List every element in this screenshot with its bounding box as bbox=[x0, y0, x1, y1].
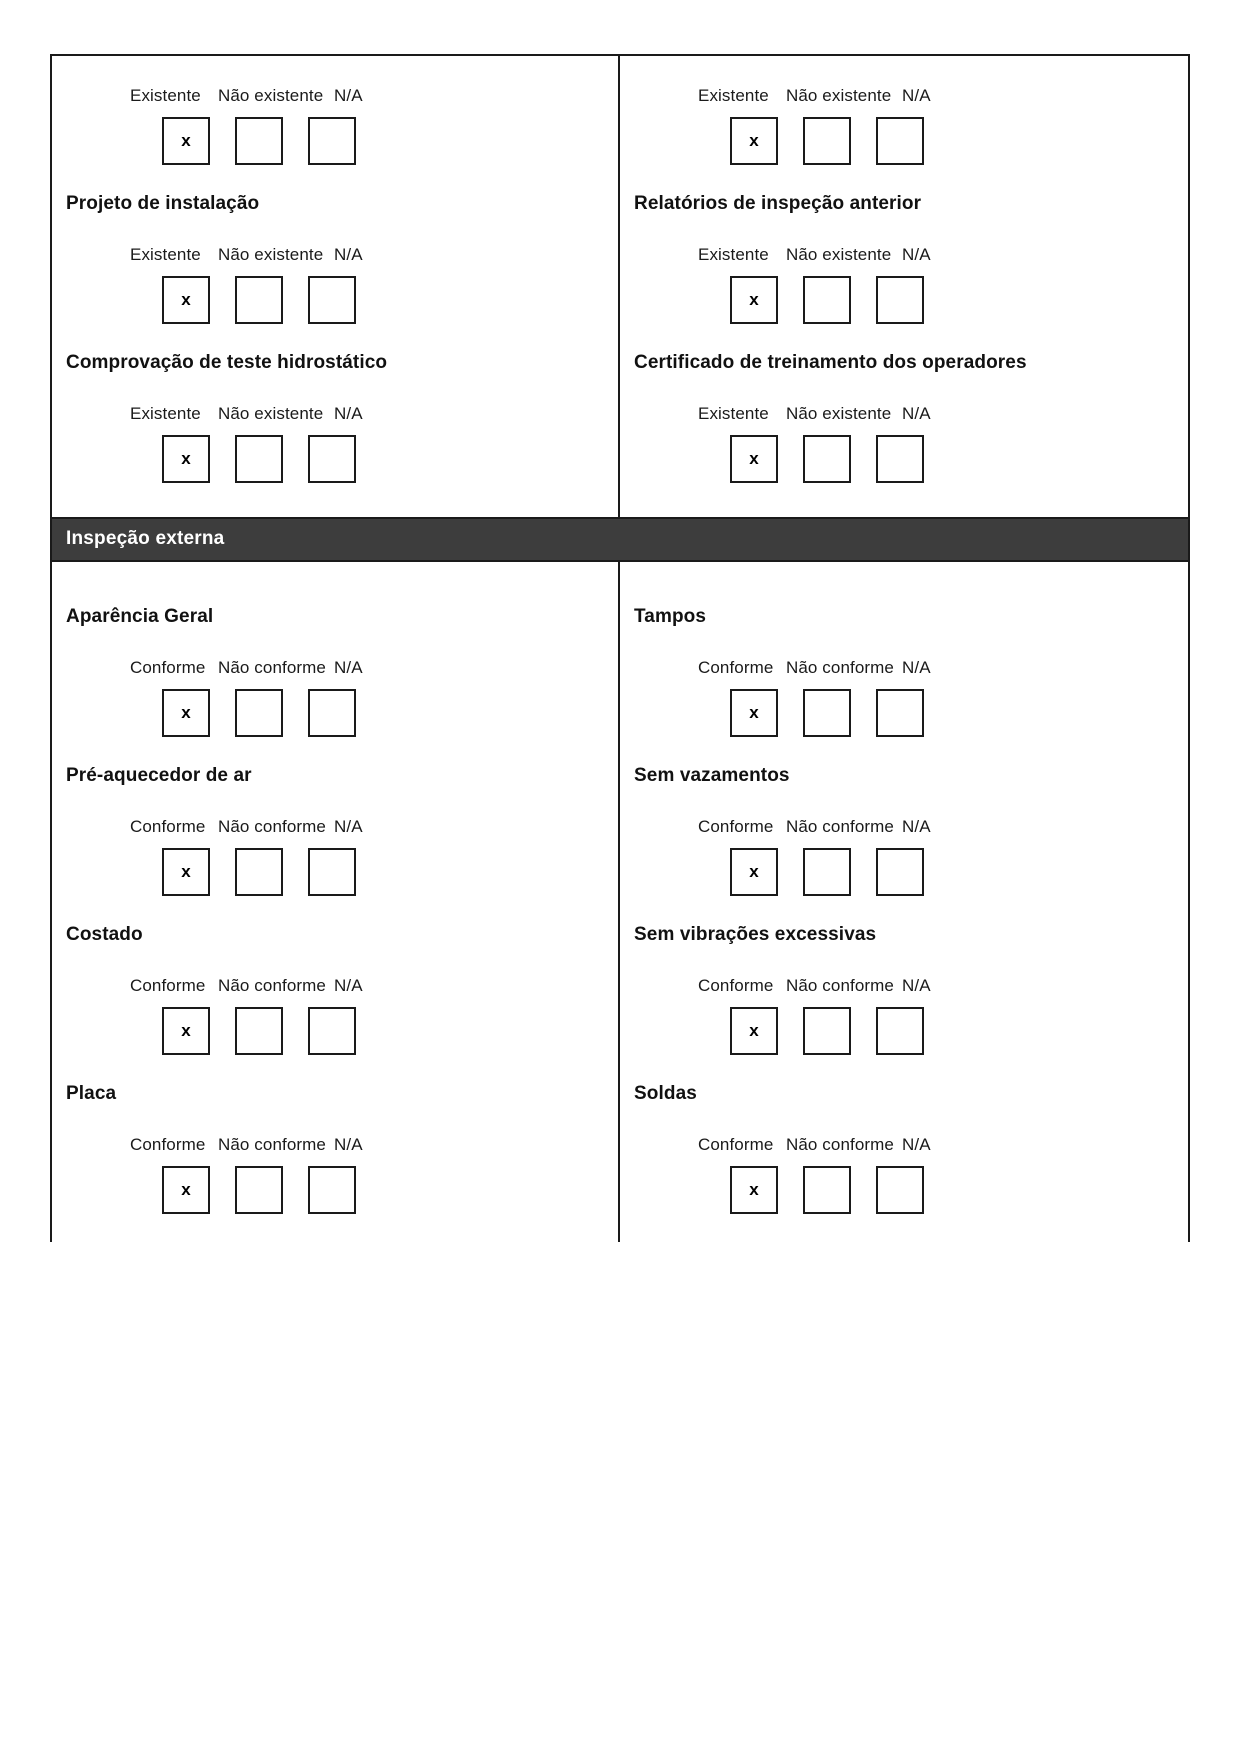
option-label-conforme: Conforme bbox=[698, 1135, 774, 1154]
option-label-conforme: Conforme bbox=[130, 976, 206, 995]
checkbox-na[interactable] bbox=[308, 276, 356, 324]
checkbox-row bbox=[162, 848, 618, 896]
spacer bbox=[620, 483, 1188, 517]
spacer bbox=[620, 1214, 1188, 1242]
option-label-existente: Existente bbox=[130, 245, 201, 264]
spacer bbox=[52, 483, 618, 517]
option-label-na: N/A bbox=[902, 976, 931, 995]
item-title-projeto-instalacao: Projeto de instalação bbox=[66, 193, 260, 214]
checkbox-row bbox=[730, 117, 1188, 165]
check-group-soldas bbox=[620, 1105, 1188, 1214]
checkbox-na[interactable] bbox=[308, 689, 356, 737]
option-label-conforme: Conforme bbox=[130, 1135, 206, 1154]
option-label-nao-existente: Não existente bbox=[786, 245, 892, 264]
option-label-na: N/A bbox=[902, 658, 931, 677]
check-group-sem-vibracoes-excessivas bbox=[620, 946, 1188, 1055]
option-labels bbox=[698, 658, 1188, 678]
check-group-placa bbox=[52, 1105, 618, 1214]
option-label-na: N/A bbox=[334, 1135, 363, 1154]
checkbox-row bbox=[162, 1007, 618, 1055]
checkbox-nao-conforme[interactable] bbox=[235, 689, 283, 737]
option-label-conforme: Conforme bbox=[698, 658, 774, 677]
check-group-trailing-right bbox=[620, 374, 1188, 483]
option-label-nao-conforme: Não conforme bbox=[786, 1135, 894, 1154]
checkbox-na[interactable] bbox=[876, 1007, 924, 1055]
option-label-conforme: Conforme bbox=[698, 976, 774, 995]
option-label-nao-existente: Não existente bbox=[218, 404, 324, 423]
checkbox-nao-conforme[interactable] bbox=[235, 1007, 283, 1055]
item-title-sem-vazamentos: Sem vazamentos bbox=[634, 765, 790, 786]
checkbox-nao-conforme[interactable] bbox=[803, 1166, 851, 1214]
option-labels bbox=[130, 976, 618, 996]
option-label-na: N/A bbox=[902, 86, 931, 105]
checkbox-row bbox=[730, 1166, 1188, 1214]
checkbox-existente[interactable]: x bbox=[730, 117, 778, 165]
option-label-nao-conforme: Não conforme bbox=[218, 658, 326, 677]
check-group-pre-aquecedor-de-ar bbox=[52, 787, 618, 896]
checkbox-row bbox=[730, 848, 1188, 896]
option-label-na: N/A bbox=[902, 245, 931, 264]
option-label-existente: Existente bbox=[698, 404, 769, 423]
option-label-existente: Existente bbox=[130, 86, 201, 105]
option-label-nao-existente: Não existente bbox=[218, 245, 324, 264]
option-label-na: N/A bbox=[334, 86, 363, 105]
option-label-existente: Existente bbox=[698, 86, 769, 105]
checkbox-nao-conforme[interactable] bbox=[803, 848, 851, 896]
checkbox-nao-existente[interactable] bbox=[803, 117, 851, 165]
option-label-nao-conforme: Não conforme bbox=[786, 976, 894, 995]
checkbox-row bbox=[730, 435, 1188, 483]
spacer bbox=[52, 1214, 618, 1242]
option-label-nao-conforme: Não conforme bbox=[786, 817, 894, 836]
option-label-na: N/A bbox=[902, 1135, 931, 1154]
item-title-placa: Placa bbox=[66, 1083, 117, 1104]
check-group-comprovacao-teste-hidrostatico bbox=[52, 215, 618, 324]
option-labels bbox=[130, 1135, 618, 1155]
option-labels bbox=[130, 817, 618, 837]
checkbox-conforme[interactable]: x bbox=[162, 1166, 210, 1214]
inspection-form-page bbox=[50, 54, 1190, 1242]
option-labels bbox=[698, 86, 1188, 106]
checkbox-row bbox=[162, 689, 618, 737]
checkbox-na[interactable] bbox=[308, 848, 356, 896]
documentation-left-column bbox=[52, 56, 620, 517]
option-labels bbox=[130, 245, 618, 265]
checkbox-row bbox=[162, 1166, 618, 1214]
option-label-na: N/A bbox=[334, 245, 363, 264]
checkbox-conforme[interactable]: x bbox=[730, 848, 778, 896]
check-group-costado bbox=[52, 946, 618, 1055]
checkbox-nao-conforme[interactable] bbox=[235, 848, 283, 896]
documentation-section bbox=[52, 56, 1188, 517]
checkbox-existente[interactable]: x bbox=[730, 276, 778, 324]
option-label-nao-conforme: Não conforme bbox=[218, 817, 326, 836]
spacer bbox=[52, 562, 618, 578]
checkbox-nao-conforme[interactable] bbox=[803, 689, 851, 737]
external-right-column bbox=[620, 562, 1188, 1242]
checkbox-row bbox=[162, 117, 618, 165]
check-group-projeto-instalacao bbox=[52, 56, 618, 165]
option-label-conforme: Conforme bbox=[130, 658, 206, 677]
option-labels bbox=[130, 658, 618, 678]
checkbox-nao-existente[interactable] bbox=[803, 435, 851, 483]
checkbox-conforme[interactable]: x bbox=[162, 689, 210, 737]
item-title-costado: Costado bbox=[66, 924, 143, 945]
check-group-tampos bbox=[620, 628, 1188, 737]
checkbox-row bbox=[162, 435, 618, 483]
checkbox-conforme[interactable]: x bbox=[730, 1007, 778, 1055]
option-labels bbox=[698, 1135, 1188, 1155]
external-inspection-section bbox=[52, 562, 1188, 1242]
option-label-na: N/A bbox=[334, 976, 363, 995]
option-label-nao-existente: Não existente bbox=[786, 404, 892, 423]
check-group-certificado-treinamento-operadores bbox=[620, 215, 1188, 324]
checkbox-row bbox=[730, 1007, 1188, 1055]
option-label-conforme: Conforme bbox=[130, 817, 206, 836]
check-group-relatorios-inspecao-anterior bbox=[620, 56, 1188, 165]
check-group-aparencia-geral bbox=[52, 628, 618, 737]
checkbox-conforme[interactable]: x bbox=[730, 1166, 778, 1214]
checkbox-nao-existente[interactable] bbox=[235, 276, 283, 324]
documentation-right-column bbox=[620, 56, 1188, 517]
option-label-conforme: Conforme bbox=[698, 817, 774, 836]
checkbox-na[interactable] bbox=[308, 1166, 356, 1214]
checkbox-na[interactable] bbox=[876, 1166, 924, 1214]
check-group-sem-vazamentos bbox=[620, 787, 1188, 896]
checkbox-nao-conforme[interactable] bbox=[803, 1007, 851, 1055]
checkbox-na[interactable] bbox=[876, 689, 924, 737]
checkbox-existente[interactable]: x bbox=[162, 117, 210, 165]
item-title-certificado-treinamento-operadores: Certificado de treinamento dos operadores bbox=[634, 352, 1027, 373]
item-title-tampos: Tampos bbox=[634, 606, 707, 627]
checkbox-row bbox=[730, 689, 1188, 737]
option-label-na: N/A bbox=[902, 404, 931, 423]
checkbox-row bbox=[730, 276, 1188, 324]
section-header-inspecao-externa: Inspeção externa bbox=[52, 517, 1188, 562]
item-title-sem-vibracoes-excessivas: Sem vibrações excessivas bbox=[634, 924, 877, 945]
option-label-na: N/A bbox=[334, 658, 363, 677]
external-left-column bbox=[52, 562, 620, 1242]
item-title-pre-aquecedor-de-ar: Pré-aquecedor de ar bbox=[66, 765, 252, 786]
option-labels bbox=[130, 86, 618, 106]
item-title-relatorios-inspecao-anterior: Relatórios de inspeção anterior bbox=[634, 193, 922, 214]
checkbox-nao-conforme[interactable] bbox=[235, 1166, 283, 1214]
option-label-na: N/A bbox=[334, 404, 363, 423]
option-label-na: N/A bbox=[334, 817, 363, 836]
checkbox-na[interactable] bbox=[876, 435, 924, 483]
option-label-existente: Existente bbox=[130, 404, 201, 423]
item-title-soldas: Soldas bbox=[634, 1083, 697, 1104]
checkbox-conforme[interactable]: x bbox=[162, 848, 210, 896]
option-label-nao-existente: Não existente bbox=[218, 86, 324, 105]
option-label-existente: Existente bbox=[698, 245, 769, 264]
checkbox-existente[interactable]: x bbox=[162, 435, 210, 483]
checkbox-nao-existente[interactable] bbox=[235, 117, 283, 165]
checkbox-na[interactable] bbox=[876, 117, 924, 165]
checkbox-conforme[interactable]: x bbox=[162, 1007, 210, 1055]
item-title-comprovacao-teste-hidrostatico: Comprovação de teste hidrostático bbox=[66, 352, 388, 373]
option-labels bbox=[698, 976, 1188, 996]
option-labels bbox=[130, 404, 618, 424]
checkbox-row bbox=[162, 276, 618, 324]
checkbox-na[interactable] bbox=[876, 276, 924, 324]
option-label-na: N/A bbox=[902, 817, 931, 836]
checkbox-conforme[interactable]: x bbox=[730, 689, 778, 737]
checkbox-na[interactable] bbox=[308, 1007, 356, 1055]
option-label-nao-conforme: Não conforme bbox=[218, 976, 326, 995]
checkbox-nao-existente[interactable] bbox=[235, 435, 283, 483]
checkbox-existente[interactable]: x bbox=[730, 435, 778, 483]
checkbox-existente[interactable]: x bbox=[162, 276, 210, 324]
option-label-nao-conforme: Não conforme bbox=[786, 658, 894, 677]
option-labels bbox=[698, 245, 1188, 265]
option-labels bbox=[698, 404, 1188, 424]
checkbox-na[interactable] bbox=[308, 435, 356, 483]
checkbox-na[interactable] bbox=[308, 117, 356, 165]
spacer bbox=[620, 562, 1188, 578]
option-labels bbox=[698, 817, 1188, 837]
item-title-aparencia-geral: Aparência Geral bbox=[66, 606, 214, 627]
check-group-trailing-left bbox=[52, 374, 618, 483]
checkbox-na[interactable] bbox=[876, 848, 924, 896]
checkbox-nao-existente[interactable] bbox=[803, 276, 851, 324]
option-label-nao-conforme: Não conforme bbox=[218, 1135, 326, 1154]
option-label-nao-existente: Não existente bbox=[786, 86, 892, 105]
